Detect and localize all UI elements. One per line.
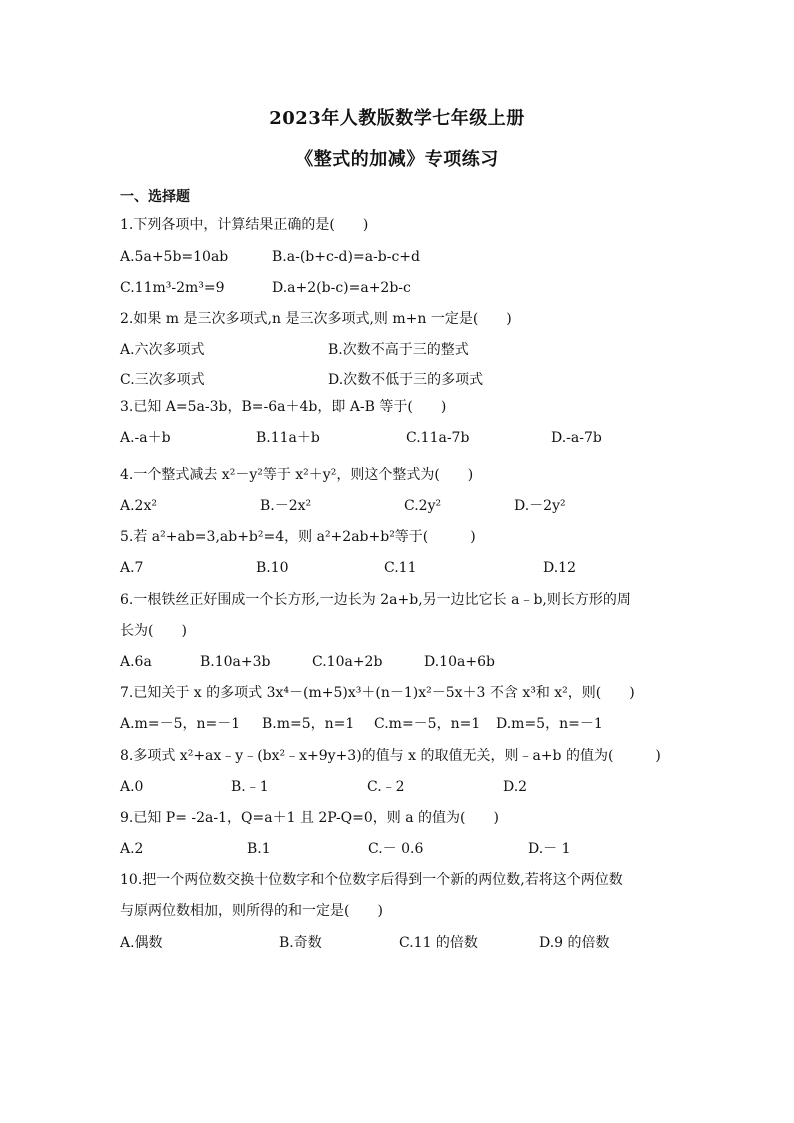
question-7-option-a: A.m=－5，n=－1 [120,716,241,732]
question-3-stem: 3.已知 A=5a-3b，B=-6a＋4b，即 A-B 等于( ) [120,399,447,415]
question-4-stem: 4.一个整式减去 x²－y²等于 x²＋y²，则这个整式为( ) [120,467,474,483]
question-1-option-d: D.a+2(b-c)=a+2b-c [272,280,411,296]
question-6-stem-line-2: 长为( ) [120,623,187,639]
question-3-option-d: D.-a-7b [551,430,602,446]
question-6-option-d: D.10a+6b [424,654,495,670]
question-4-option-d: D.－2y² [514,498,566,514]
question-9-option-d: D.－ 1 [528,841,571,857]
question-1-option-a: A.5a+5b=10ab [120,249,229,265]
question-4-option-a: A.2x² [120,498,157,514]
question-5-option-b: B.10 [256,560,289,576]
question-2-option-c: C.三次多项式 [120,372,205,388]
document-title: 2023年人教版数学七年级上册 [269,108,525,129]
question-3-option-c: C.11a-7b [406,430,470,446]
question-3-option-a: A.-a＋b [120,430,171,446]
question-3-option-b: B.11a＋b [256,430,320,446]
question-7-stem: 7.已知关于 x 的多项式 3x⁴－(m+5)x³＋(n－1)x²－5x＋3 不含 x³和 x²，则( ) [120,685,635,701]
question-6-option-c: C.10a+2b [312,654,383,670]
question-9-option-c: C.－ 0.6 [368,841,424,857]
question-10-stem-line-1: 10.把一个两位数交换十位数字和个位数字后得到一个新的两位数,若将这个两位数 [120,872,623,888]
question-4-option-c: C.2y² [404,498,442,514]
question-4-option-b: B.－2x² [260,498,312,514]
question-8-option-d: D.2 [503,779,528,795]
question-9-option-b: B.1 [247,841,271,857]
question-1-stem: 1.下列各项中，计算结果正确的是( ) [120,217,369,233]
question-6-stem-line-1: 6.一根铁丝正好围成一个长方形,一边长为 2a+b,另一边比它长 a﹣b,则长方形的周 [120,592,631,608]
question-8-stem: 8.多项式 x²+ax﹣y﹣(bx²﹣x+9y+3)的值与 x 的取值无关，则﹣a+b 的值为( ) [120,748,661,764]
question-10-option-b: B.奇数 [279,935,322,951]
question-9-option-a: A.2 [120,841,144,857]
question-7-option-c: C.m=－5，n=1 [374,716,481,732]
question-2-option-a: A.六次多项式 [120,342,205,358]
question-1-option-c: C.11m³-2m³=9 [120,280,225,296]
question-10-option-d: D.9 的倍数 [539,935,610,951]
question-9-stem: 9.已知 P= -2a-1，Q=a＋1 且 2P-Q=0，则 a 的值为( ) [120,810,499,826]
section-heading: 一、选择题 [120,189,190,205]
question-1-option-b: B.a-(b+c-d)=a-b-c+d [272,249,420,265]
question-5-option-c: C.11 [384,560,417,576]
question-8-option-a: A.0 [120,779,144,795]
question-5-option-a: A.7 [120,560,144,576]
question-8-option-c: C.﹣2 [367,779,405,795]
question-7-option-d: D.m=5，n=－1 [496,716,603,732]
question-5-stem: 5.若 a²+ab=3,ab+b²=4，则 a²+2ab+b²等于( ) [120,529,476,545]
question-10-option-c: C.11 的倍数 [399,935,478,951]
question-10-stem-line-2: 与原两位数相加，则所得的和一定是( ) [120,903,383,919]
question-6-option-a: A.6a [120,654,152,670]
question-2-stem: 2.如果 m 是三次多项式,n 是三次多项式,则 m+n 一定是( ) [120,311,512,327]
document-subtitle: 《整式的加减》专项练习 [295,149,499,170]
question-2-option-d: D.次数不低于三的多项式 [328,372,484,388]
question-6-option-b: B.10a+3b [200,654,271,670]
question-2-option-b: B.次数不高于三的整式 [328,342,469,358]
question-10-option-a: A.偶数 [120,935,163,951]
question-8-option-b: B.﹣1 [231,779,269,795]
question-5-option-d: D.12 [543,560,576,576]
question-7-option-b: B.m=5，n=1 [262,716,355,732]
